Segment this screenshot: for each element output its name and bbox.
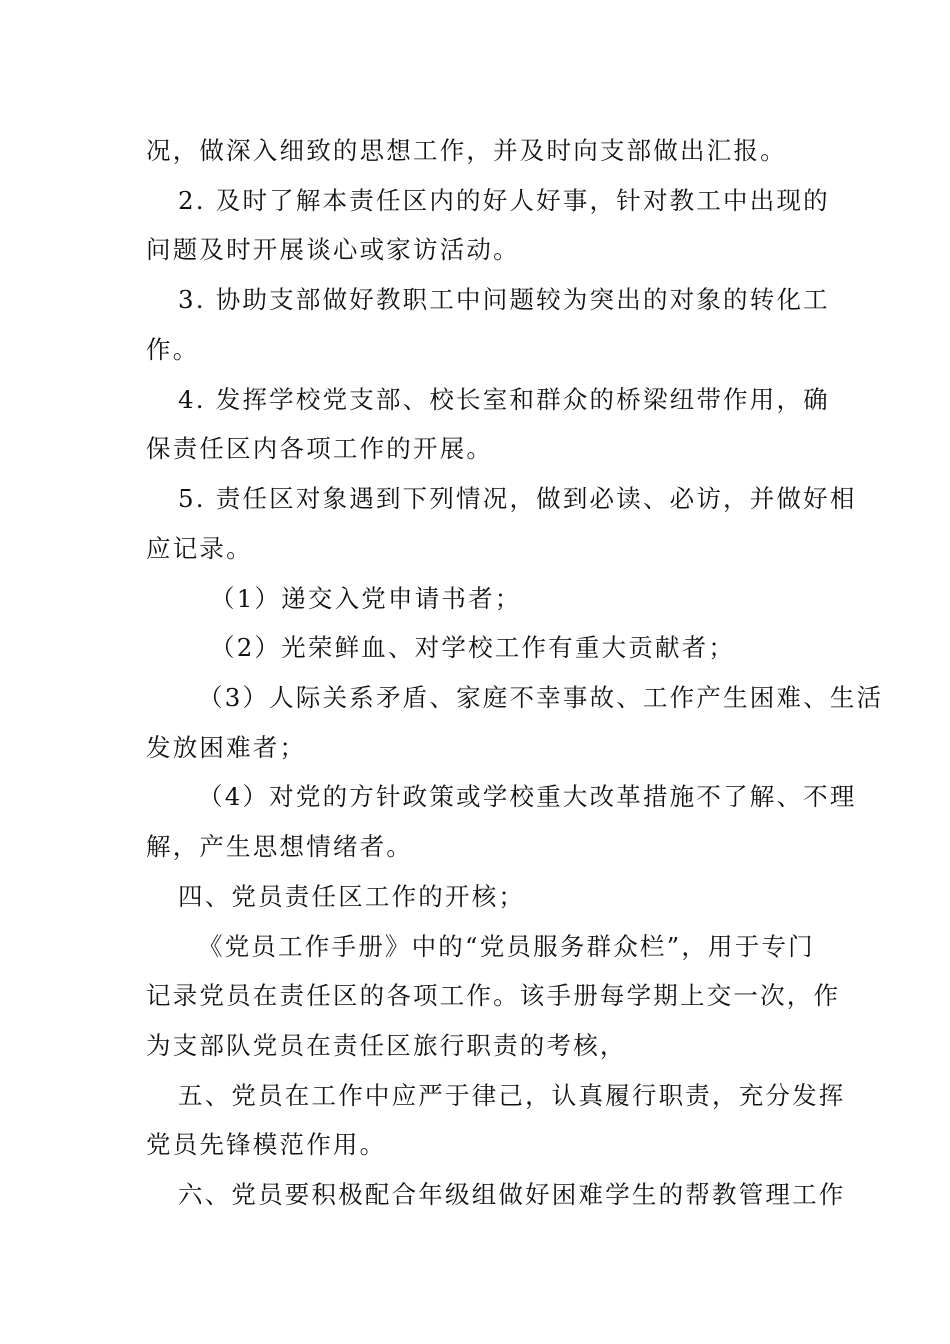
text-line: 3. 协助支部做好教职工中问题较为突出的对象的转化工 xyxy=(178,285,830,314)
text-line: 记录党员在责任区的各项工作。该手册每学期上交一次，作 xyxy=(146,981,841,1010)
text-line: （3）人际关系矛盾、家庭不幸事故、工作产生困难、生活 xyxy=(198,683,884,712)
text-line: 《党员工作手册》中的“党员服务群众栏”，用于专门 xyxy=(198,932,815,961)
text-line: 六、党员要积极配合年级组做好困难学生的帮教管理工作 xyxy=(178,1180,846,1209)
text-line: 四、党员责任区工作的开核； xyxy=(178,882,526,911)
text-line: （1）递交入党申请书者； xyxy=(210,584,522,613)
text-line: 发放困难者； xyxy=(146,733,307,762)
text-line: （4）对党的方针政策或学校重大改革措施不了解、不理 xyxy=(198,782,857,811)
text-line: 为支部队党员在责任区旅行职责的考核， xyxy=(146,1031,627,1060)
text-line: 作。 xyxy=(146,335,200,364)
text-line: 解，产生思想情绪者。 xyxy=(146,832,413,861)
text-line: 保责任区内各项工作的开展。 xyxy=(146,434,494,463)
text-line: 党员先锋模范作用。 xyxy=(146,1130,387,1159)
text-line: 应记录。 xyxy=(146,534,253,563)
text-line: （2）光荣鲜血、对学校工作有重大贡献者； xyxy=(210,633,736,662)
text-line: 问题及时开展谈心或家访活动。 xyxy=(146,235,520,264)
text-line: 4. 发挥学校党支部、校长室和群众的桥梁纽带作用，确 xyxy=(178,385,830,414)
text-line: 5. 责任区对象遇到下列情况，做到必读、必访，并做好相 xyxy=(178,484,857,513)
text-line: 况，做深入细致的思想工作，并及时向支部做出汇报。 xyxy=(146,136,787,165)
text-line: 2. 及时了解本责任区内的好人好事，针对教工中出现的 xyxy=(178,186,830,215)
text-line: 五、党员在工作中应严于律己，认真履行职责，充分发挥 xyxy=(178,1081,846,1110)
